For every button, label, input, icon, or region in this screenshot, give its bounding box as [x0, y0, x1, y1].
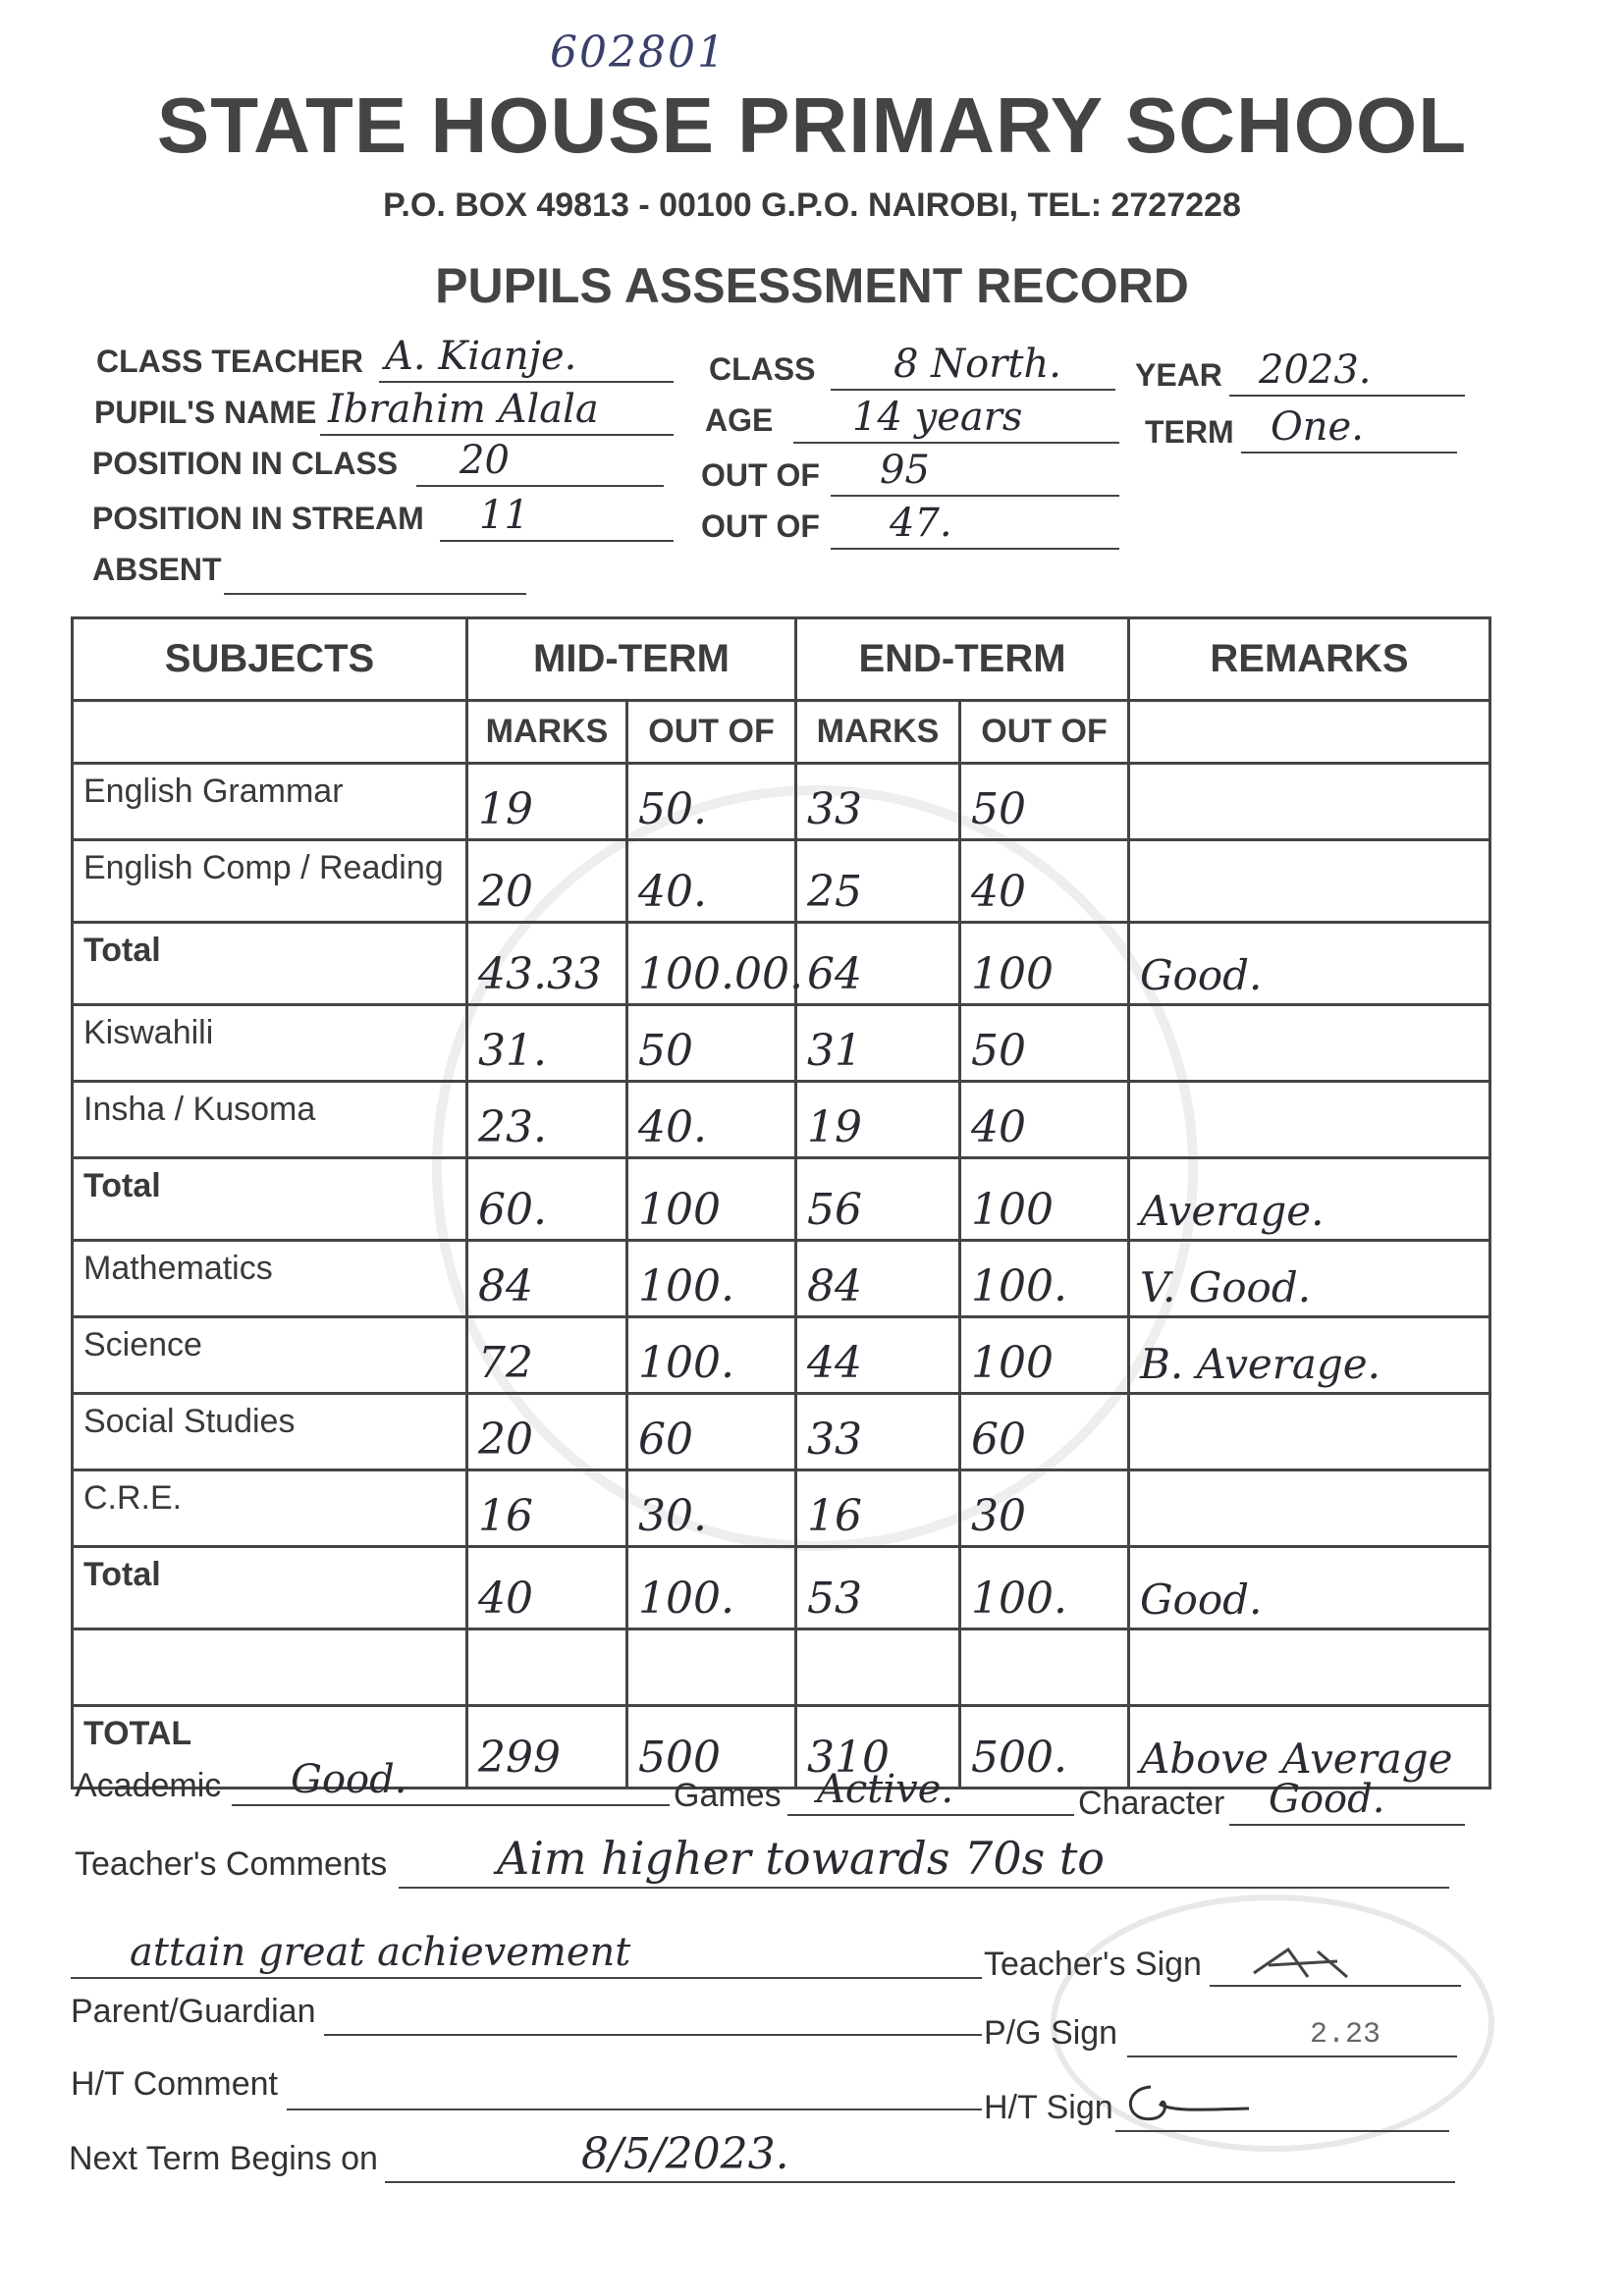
ht-comment-label: H/T Comment: [71, 2065, 278, 2103]
end-marks-cell: 33: [796, 764, 960, 840]
absent-label: ABSENT: [92, 552, 222, 587]
header-mid-term: MID-TERM: [467, 618, 796, 701]
end-marks-cell: 31: [796, 1005, 960, 1082]
ht-sign-label: H/T Sign: [984, 2089, 1113, 2126]
end-marks-cell: 44: [796, 1317, 960, 1394]
character-value: Good.: [1269, 1777, 1385, 1822]
subject-cell: English Grammar: [73, 764, 467, 840]
table-row: [73, 1394, 1490, 1470]
document-id: 602801: [550, 27, 727, 78]
class-field[interactable]: [831, 340, 1115, 391]
school-name: STATE HOUSE PRIMARY SCHOOL: [156, 81, 1468, 169]
end-marks-cell: 53: [796, 1547, 960, 1629]
end-out-of-cell: 100.: [960, 1241, 1129, 1317]
academic-field[interactable]: [232, 1753, 670, 1806]
year-value: 2023.: [1259, 347, 1372, 393]
mid-marks-cell: 20: [467, 1394, 627, 1470]
mid-marks-cell: 72: [467, 1317, 627, 1394]
end-marks-cell: [796, 1629, 960, 1706]
end-out-of-cell: 40: [960, 1082, 1129, 1158]
remarks-cell: Good.: [1129, 923, 1490, 1005]
mid-out-of-cell: 100.: [627, 1241, 796, 1317]
table-row: [73, 1470, 1490, 1547]
academic-label: Academic: [75, 1767, 222, 1804]
end-out-of-cell: 100: [960, 1158, 1129, 1241]
mid-out-of-cell: 30.: [627, 1470, 796, 1547]
teacher-sign-label: Teacher's Sign: [984, 1946, 1202, 1983]
header-mid-out-of: OUT OF: [627, 701, 796, 764]
subject-cell: Mathematics: [73, 1241, 467, 1317]
out-of-value-1: 95: [880, 448, 930, 493]
absent-field[interactable]: [224, 546, 526, 595]
term-field[interactable]: [1241, 402, 1457, 454]
games-field[interactable]: [787, 1763, 1074, 1816]
mid-marks-cell: 84: [467, 1241, 627, 1317]
class-teacher-label: CLASS TEACHER: [96, 344, 364, 379]
end-out-of-cell: 100: [960, 1317, 1129, 1394]
ht-sign-field[interactable]: [1115, 2079, 1449, 2132]
class-value: 8 North.: [893, 342, 1061, 387]
games-value: Active.: [817, 1767, 954, 1812]
mid-out-of-cell: 100.: [627, 1317, 796, 1394]
table-row: [73, 764, 1490, 840]
pupil-name-label: PUPIL'S NAME: [94, 395, 317, 430]
teacher-comments-field-1[interactable]: [399, 1834, 1449, 1889]
mid-marks-cell: 40: [467, 1547, 627, 1629]
subject-cell: [73, 1629, 467, 1706]
mid-marks-cell: 19: [467, 764, 627, 840]
teacher-comments-line-1: Aim higher towards 70s to: [497, 1832, 1106, 1885]
end-marks-cell: 33: [796, 1394, 960, 1470]
age-field[interactable]: [793, 393, 1119, 444]
remarks-cell: [1129, 840, 1490, 923]
mid-marks-cell: [467, 1629, 627, 1706]
mid-marks-cell: 20: [467, 840, 627, 923]
table-row: [73, 1547, 1490, 1629]
mid-out-of-cell: 50.: [627, 764, 796, 840]
class-teacher-value: A. Kianje.: [385, 334, 577, 379]
subject-cell: Kiswahili: [73, 1005, 467, 1082]
age-value: 14 years: [852, 395, 1023, 440]
school-address: P.O. BOX 49813 - 00100 G.P.O. NAIROBI, TEL: 2727228: [383, 187, 1241, 224]
end-out-of-cell: 40: [960, 840, 1129, 923]
header-mid-marks: MARKS: [467, 701, 627, 764]
header-subjects: SUBJECTS: [73, 618, 467, 701]
subject-cell: English Comp / Reading: [73, 840, 467, 923]
teacher-sign-field[interactable]: [1210, 1934, 1461, 1987]
header-end-term: END-TERM: [796, 618, 1129, 701]
pg-sign-label: P/G Sign: [984, 2014, 1118, 2052]
mid-out-of-cell: [627, 1629, 796, 1706]
games-label: Games: [674, 1777, 782, 1814]
table-row: [73, 1082, 1490, 1158]
teacher-comments-label: Teacher's Comments: [75, 1845, 388, 1883]
remarks-cell: [1129, 1394, 1490, 1470]
subject-cell: TOTAL: [73, 1706, 467, 1789]
end-out-of-cell: 30: [960, 1470, 1129, 1547]
mid-out-of-cell: 40.: [627, 840, 796, 923]
end-out-of-cell: [960, 1629, 1129, 1706]
subject-cell: Total: [73, 923, 467, 1005]
end-out-of-cell: 100.: [960, 1547, 1129, 1629]
out-of-value-2: 47.: [890, 501, 952, 546]
table-row: [73, 1005, 1490, 1082]
subject-cell: Social Studies: [73, 1394, 467, 1470]
record-title: PUPILS ASSESSMENT RECORD: [435, 258, 1189, 313]
position-class-label: POSITION IN CLASS: [92, 446, 399, 481]
end-out-of-cell: 60: [960, 1394, 1129, 1470]
assessment-table: [71, 616, 1491, 1789]
mid-marks-cell: 60.: [467, 1158, 627, 1241]
table-row: [73, 840, 1490, 923]
term-label: TERM: [1145, 414, 1234, 450]
remarks-cell: V. Good.: [1129, 1241, 1490, 1317]
remarks-cell: [1129, 1005, 1490, 1082]
mid-out-of-cell: 100.00.: [627, 923, 796, 1005]
end-out-of-cell: 100: [960, 923, 1129, 1005]
next-term-field[interactable]: [385, 2128, 1455, 2183]
next-term-value: 8/5/2023.: [581, 2129, 789, 2179]
end-marks-cell: 64: [796, 923, 960, 1005]
table-body: [73, 764, 1490, 1789]
header-remarks-blank: [1129, 701, 1490, 764]
teacher-comments-line-2: attain great achievement: [130, 1930, 631, 1975]
subject-cell: Total: [73, 1158, 467, 1241]
subject-cell: Insha / Kusoma: [73, 1082, 467, 1158]
mid-out-of-cell: 60: [627, 1394, 796, 1470]
remarks-cell: [1129, 1082, 1490, 1158]
header-end-marks: MARKS: [796, 701, 960, 764]
ht-signature-icon: [1121, 2075, 1269, 2130]
mid-out-of-cell: 40.: [627, 1082, 796, 1158]
end-out-of-cell: 500.: [960, 1706, 1129, 1789]
out-of-label-1: OUT OF: [701, 457, 820, 493]
position-class-field[interactable]: [416, 436, 664, 487]
end-marks-cell: 56: [796, 1158, 960, 1241]
parent-guardian-field[interactable]: [324, 1981, 982, 2036]
end-marks-cell: 16: [796, 1470, 960, 1547]
mid-out-of-cell: 50: [627, 1005, 796, 1082]
table-row: [73, 923, 1490, 1005]
table-row: [73, 1158, 1490, 1241]
remarks-cell: [1129, 1470, 1490, 1547]
end-marks-cell: 84: [796, 1241, 960, 1317]
table-row: [73, 1241, 1490, 1317]
mid-out-of-cell: 500: [627, 1706, 796, 1789]
position-stream-value: 11: [479, 493, 529, 538]
mid-marks-cell: 31.: [467, 1005, 627, 1082]
mid-out-of-cell: 100: [627, 1158, 796, 1241]
remarks-cell: B. Average.: [1129, 1317, 1490, 1394]
header-end-out-of: OUT OF: [960, 701, 1129, 764]
table-row: [73, 1317, 1490, 1394]
subject-cell: Science: [73, 1317, 467, 1394]
position-class-value: 20: [460, 438, 510, 483]
parent-guardian-label: Parent/Guardian: [71, 1993, 316, 2030]
next-term-label: Next Term Begins on: [69, 2140, 378, 2177]
remarks-cell: Above Average: [1129, 1706, 1490, 1789]
term-value: One.: [1271, 404, 1364, 450]
table-row: [73, 1629, 1490, 1706]
mid-marks-cell: 16: [467, 1470, 627, 1547]
header-remarks: REMARKS: [1129, 618, 1490, 701]
remarks-cell: Good.: [1129, 1547, 1490, 1629]
ht-comment-field[interactable]: [287, 2056, 982, 2110]
academic-value: Good.: [291, 1757, 407, 1802]
remarks-cell: Average.: [1129, 1158, 1490, 1241]
teacher-comments-field-2[interactable]: [71, 1922, 982, 1979]
end-out-of-cell: 50: [960, 764, 1129, 840]
pg-sign-value: 2.23: [1310, 2018, 1381, 2052]
position-stream-field[interactable]: [440, 491, 674, 542]
class-label: CLASS: [709, 351, 816, 387]
end-out-of-cell: 50: [960, 1005, 1129, 1082]
header-blank: [73, 701, 467, 764]
teacher-signature-icon: [1249, 1944, 1357, 1983]
mid-marks-cell: 43.33: [467, 923, 627, 1005]
remarks-cell: [1129, 764, 1490, 840]
pg-sign-field[interactable]: [1127, 2004, 1457, 2057]
subject-cell: Total: [73, 1547, 467, 1629]
end-marks-cell: 310: [796, 1706, 960, 1789]
year-field[interactable]: [1229, 346, 1465, 397]
out-of-field-2[interactable]: [831, 499, 1119, 550]
mid-out-of-cell: 100.: [627, 1547, 796, 1629]
mid-marks-cell: 299: [467, 1706, 627, 1789]
class-teacher-field[interactable]: [379, 332, 674, 383]
year-label: YEAR: [1135, 357, 1222, 393]
mid-marks-cell: 23.: [467, 1082, 627, 1158]
out-of-field-1[interactable]: [831, 446, 1119, 497]
end-marks-cell: 19: [796, 1082, 960, 1158]
position-stream-label: POSITION IN STREAM: [92, 501, 424, 536]
pupil-name-field[interactable]: [320, 385, 674, 436]
age-label: AGE: [705, 402, 774, 438]
out-of-label-2: OUT OF: [701, 508, 820, 544]
pupil-name-value: Ibrahim Alala: [328, 387, 599, 432]
end-marks-cell: 25: [796, 840, 960, 923]
character-label: Character: [1078, 1785, 1225, 1822]
remarks-cell: [1129, 1629, 1490, 1706]
character-field[interactable]: [1229, 1773, 1465, 1826]
subject-cell: C.R.E.: [73, 1470, 467, 1547]
